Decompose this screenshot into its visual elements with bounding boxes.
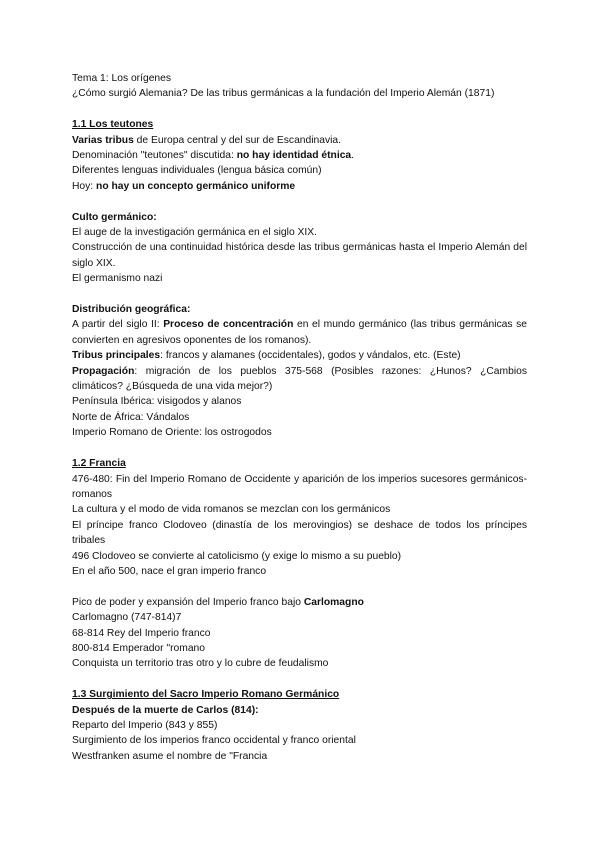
text-line: Denominación "teutones" discutida: no hay identidad étnica.: [72, 150, 355, 162]
section-heading-1-1: 1.1 Los teutones: [72, 119, 154, 131]
subheading-distribucion: Distribución geográfica:: [72, 304, 191, 316]
text-line: A partir del siglo II: Proceso de concentración en el mundo germánico (las tribus germánicas se convierten en agresivos oponentes de los romanos).: [72, 319, 527, 346]
text-line: Imperio Romano de Oriente: los ostrogodos: [72, 427, 272, 439]
doc-title: Tema 1: Los orígenes: [72, 73, 172, 84]
text-line: 496 Clodoveo se convierte al catolicismo (y exige lo mismo a su pueblo): [72, 550, 402, 562]
text-line: El germanismo nazi: [72, 273, 163, 285]
subheading-despues: Después de la muerte de Carlos (814):: [72, 704, 259, 716]
text-line: Tribus principales: francos y alamanes (occidentales), godos y vándalos, etc. (Este): [72, 350, 461, 362]
text-line: Pico de poder y expansión del Imperio franco bajo Carlomagno: [72, 596, 364, 608]
text-line: En el año 500, nace el gran imperio franco: [72, 565, 267, 577]
text-line: 68-814 Rey del Imperio franco: [72, 627, 211, 639]
text-line: Surgimiento de los imperios franco occidental y franco oriental: [72, 735, 356, 747]
document-page: [72, 71, 527, 764]
text-line: Reparto del Imperio (843 y 855): [72, 719, 218, 731]
text-line: Varias tribus de Europa central y del sur de Escandinavia.: [72, 134, 342, 146]
subheading-culto: Culto germánico:: [72, 211, 157, 223]
section-heading-1-2: 1.2 Francia: [72, 458, 126, 470]
text-line: La cultura y el modo de vida romanos se mezclan con los germánicos: [72, 504, 391, 516]
text-line: El príncipe franco Clodoveo (dinastía de los merovingios) se deshace de todos los príncipes tribales: [72, 519, 527, 547]
text-line: 800-814 Emperador "romano: [72, 642, 206, 654]
text-line: 476-480: Fin del Imperio Romano de Occidente y aparición de los imperios sucesores germánicos-romanos: [72, 473, 527, 500]
text-line: Hoy: no hay un concepto germánico uniforme: [72, 180, 296, 192]
doc-question: ¿Cómo surgió Alemania? De las tribus germánicas a la fundación del Imperio Alemán (1871): [72, 88, 495, 100]
text-line: Construcción de una continuidad histórica desde las tribus germánicas hasta el Imperio Alemán del siglo XIX.: [72, 242, 527, 269]
text-line: Westfranken asume el nombre de "Francia: [72, 750, 268, 762]
text-line: Conquista un territorio tras otro y lo cubre de feudalismo: [72, 658, 329, 670]
text-line: Península Ibérica: visigodos y alanos: [72, 396, 242, 408]
text-line: Carlomagno (747-814)7: [72, 612, 182, 624]
section-heading-1-3: 1.3 Surgimiento del Sacro Imperio Romano Germánico: [72, 689, 340, 701]
text-line: Propagación: migración de los pueblos 375-568 (Posibles razones: ¿Hunos? ¿Cambios climáticos? ¿Búsqueda de una vida mejor?): [72, 365, 527, 393]
text-line: Norte de África: Vándalos: [72, 411, 190, 423]
text-line: El auge de la investigación germánica en el siglo XIX.: [72, 227, 317, 239]
text-line: Diferentes lenguas individuales (lengua básica común): [72, 165, 322, 177]
